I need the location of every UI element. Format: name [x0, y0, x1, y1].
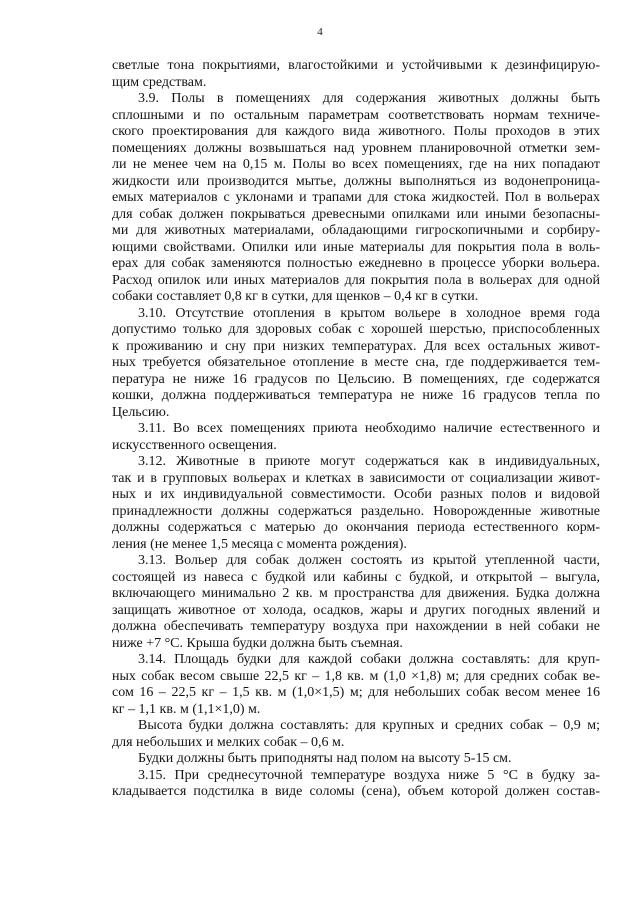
- text-line: допустимо только для здоровых собак с хорошей шерстью, приспособленных: [112, 322, 600, 337]
- paragraph-3-13-heading-line: 3.13. Вольер для собак должен состоять из крытой утепленной части,: [138, 553, 600, 568]
- text-line: ниже +7 °С. Крыша будки должна быть съемная.: [112, 635, 403, 651]
- paragraph-3-10-heading-line: 3.10. Отсутствие отопления в крытом вольере в холодное время года: [138, 305, 600, 321]
- text-line: должны содержаться с матерью до окончания периода естественного корм-: [112, 520, 600, 535]
- page-number: 4: [317, 26, 323, 38]
- text-line: включающего минимально 2 кв. м пространства для движения. Будка должна: [112, 586, 600, 601]
- text-line: ского проектирования для каждого вида животного. Полы проходов в этих: [112, 124, 600, 139]
- text-line: состоящей из навеса с будкой или кабины с будкой, и открытой – выгула,: [112, 569, 600, 585]
- text-line: светлые тона покрытиями, влагостойкими и устойчивыми к дезинфицирую-: [112, 58, 600, 73]
- text-line: кошки, должна поддерживаться температура не ниже 16 градусов тепла по: [112, 388, 600, 403]
- paragraph-3-11-heading-line: 3.11. Во всех помещениях приюта необходимо наличие естественного и: [138, 421, 600, 436]
- text-line: Цельсию.: [112, 404, 170, 420]
- document-body: [112, 58, 600, 801]
- text-line: для небольших и мелких собак – 0,6 м.: [112, 734, 345, 750]
- paragraph-3-15-heading-line: 3.15. При среднесуточной температуре воздуха ниже 5 °С в будку за-: [138, 767, 600, 783]
- text-line: для собак должен покрываться древесными опилками или иными безопасны-: [112, 206, 600, 222]
- text-line: ных и их индивидуальной совместимости. Особи разных полов и видовой: [112, 487, 600, 502]
- text-line: собаки составляет 0,8 кг в сутки, для щенков – 0,4 кг в сутки.: [112, 289, 479, 304]
- text-line: ных собак весом свыше 22,5 кг – 1,8 кв. м (1,0 ×1,8) м; для средних собак ве-: [112, 668, 600, 684]
- text-line: помещениях должны возвышаться над уровнем планировочной отметки зем-: [112, 140, 600, 156]
- text-line: искусственного освещения.: [112, 437, 277, 453]
- text-line: ми для животных материалами, обладающими гигроскопичными и сорбиру-: [112, 223, 600, 238]
- text-line: сплошными и по остальным параметрам соответствовать нормам техниче-: [112, 107, 600, 123]
- paragraph-3-12-heading-line: 3.12. Животные в приюте могут содержаться как в индивидуальных,: [138, 454, 600, 469]
- text-line: ерах для собак заменяются полностью ежедневно в процессе уборки вольера.: [112, 256, 600, 271]
- text-line: сом 16 – 22,5 кг – 1,5 кв. м (1,0×1,5) м; для небольших собак весом менее 16: [112, 685, 600, 700]
- text-line: кладывается подстилка в виде соломы (сена), объем которой должен состав-: [112, 784, 600, 799]
- text-line: емых материалов с уклонами и трапами для стока жидкостей. Пол в вольерах: [112, 190, 600, 205]
- text-line: Расход опилок или иных материалов для покрытия пола в вольерах для одной: [112, 272, 600, 288]
- doghouse-elevation-line: Будки должны быть приподняты над полом на высоту 5-15 см.: [138, 751, 512, 766]
- text-line: принадлежности должны содержаться раздельно. Новорожденные животные: [112, 503, 600, 519]
- text-line: защищать животное от холода, осадков, жары и других погодных явлений и: [112, 602, 600, 618]
- text-line: ления (не менее 1,5 месяца с момента рождения).: [112, 536, 407, 552]
- doghouse-height-line: Высота будки должна составлять: для крупных и средних собак – 0,9 м;: [138, 718, 600, 733]
- text-line: ющими свойствами. Опилки или иные материалы для покрытия пола в воль-: [112, 239, 600, 255]
- text-line: щим средствам.: [112, 74, 207, 90]
- text-line: так и в групповых вольерах и клетках в зависимости от социализации живот-: [112, 470, 600, 486]
- text-line: к проживанию и сну при низких температурах. Для всех остальных живот-: [112, 338, 600, 354]
- text-line: жидкости или производится мытье, должны выполняться из водонепроница-: [112, 173, 600, 189]
- paragraph-3-14-heading-line: 3.14. Площадь будки для каждой собаки должна составлять: для круп-: [138, 652, 600, 667]
- paragraph-3-9-heading-line: 3.9. Полы в помещениях для содержания животных должны быть: [138, 91, 600, 106]
- text-line: должна обеспечивать температуру воздуха при нахождении в ней собаки не: [112, 619, 600, 634]
- text-line: кг – 1,1 кв. м (1,1×1,0) м.: [112, 701, 261, 717]
- text-line: пература не ниже 16 градусов по Цельсию. В помещениях, где содержатся: [112, 371, 600, 387]
- text-line: ных требуется обязательное отопление в месте сна, где поддерживается тем-: [112, 355, 600, 370]
- text-line: ли не менее чем на 0,15 м. Полы во всех помещениях, где на них попадают: [112, 157, 600, 172]
